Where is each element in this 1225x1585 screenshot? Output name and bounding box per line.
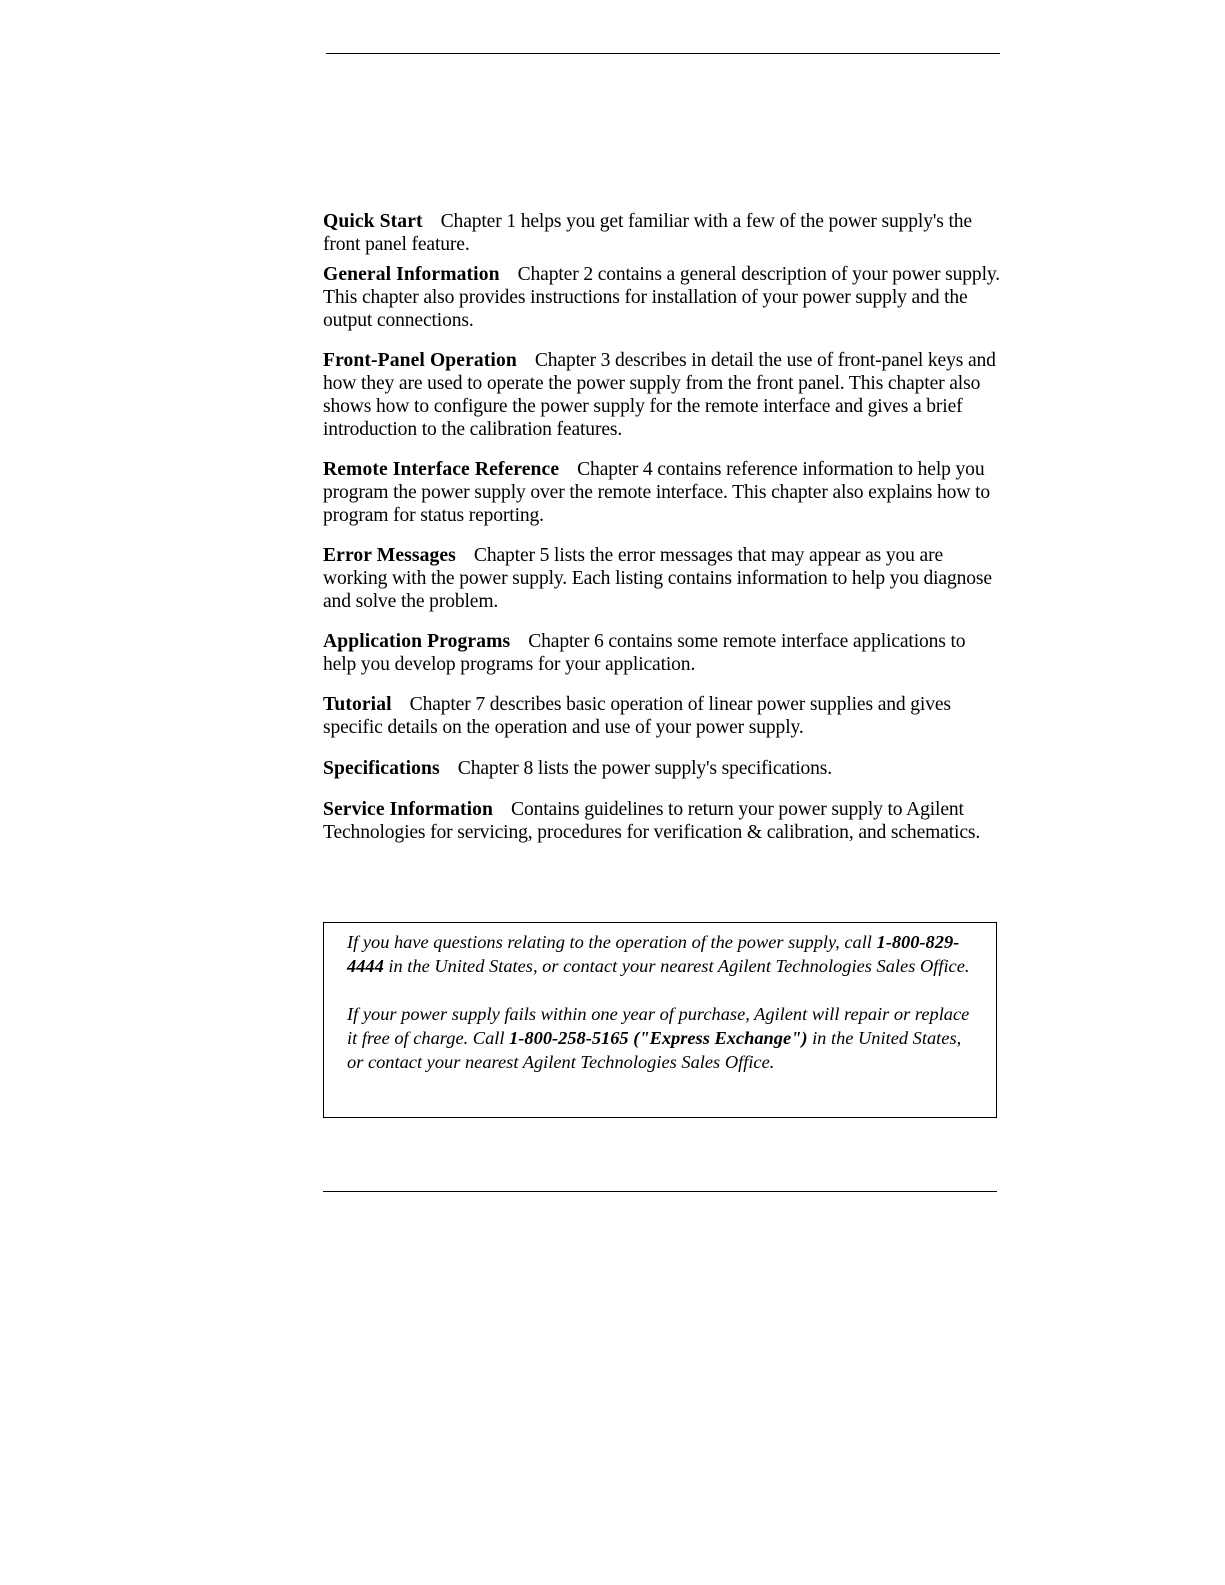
section-text: Chapter 3 describes in detail the use of front-panel keys and how they are used to operate the power supply from the front panel. This chapter also shows how to configure the power supply for the remote interface and gives a brief introduction to the calibration features. — [323, 350, 996, 440]
section-title: Specifications — [323, 758, 440, 779]
section-title: Error Messages — [323, 545, 456, 566]
support-notice-box — [323, 922, 997, 1118]
section-text: Chapter 5 lists the error messages that may appear as you are working with the power supply. Each listing contains information to help you diagnose and solve the problem. — [323, 545, 992, 612]
chapter-overview — [323, 210, 1001, 844]
section-remote-interface-reference — [323, 458, 1001, 527]
section-title: General Information — [323, 264, 500, 285]
section-front-panel-operation — [323, 349, 1001, 441]
top-rule — [326, 53, 1000, 54]
express-exchange-label: ("Express Exchange") — [633, 1028, 808, 1048]
section-title: Quick Start — [323, 211, 423, 232]
section-specifications — [323, 757, 1001, 780]
notice-warranty-paragraph — [347, 1002, 982, 1074]
section-title: Application Programs — [323, 631, 511, 652]
section-application-programs — [323, 630, 1001, 676]
section-service-information — [323, 798, 1001, 844]
section-title: Service Information — [323, 799, 494, 820]
section-text: Chapter 6 contains some remote interface applications to help you develop programs for your application. — [323, 631, 966, 675]
section-general-information — [323, 263, 1001, 332]
notice-text: If your power supply fails within one year of purchase, Agilent will repair or replace it free of charge. Call — [347, 1004, 970, 1048]
section-title: Remote Interface Reference — [323, 459, 560, 480]
notice-text: in the United States, or contact your nearest Agilent Technologies Sales Office. — [388, 956, 970, 976]
notice-text: in the United States, or contact your nearest Agilent Technologies Sales Office. — [347, 1028, 962, 1072]
section-quick-start — [323, 210, 1001, 256]
notice-questions-paragraph — [347, 930, 982, 978]
section-text: Chapter 8 lists the power supply's specifications. — [457, 758, 833, 779]
notice-text: If you have questions relating to the operation of the power supply, call — [347, 932, 872, 952]
section-text: Chapter 7 describes basic operation of linear power supplies and gives specific details on the operation and use of your power supply. — [323, 694, 951, 738]
section-text: Chapter 1 helps you get familiar with a few of the power supply's the front panel feature. — [323, 211, 972, 255]
section-title: Front-Panel Operation — [323, 350, 517, 371]
section-text: Chapter 4 contains reference information to help you program the power supply over the remote interface. This chapter also explains how to program for status reporting. — [323, 459, 991, 526]
section-text: Contains guidelines to return your power supply to Agilent Technologies for servicing, procedures for verification & calibration, and schematics. — [323, 799, 981, 843]
section-tutorial — [323, 693, 1001, 739]
section-text: Chapter 2 contains a general description of your power supply. This chapter also provides instructions for installation of your power supply and the output connections. — [323, 264, 1000, 331]
section-error-messages — [323, 544, 1001, 613]
bottom-rule — [323, 1191, 997, 1192]
phone-number: 1-800-829-4444 — [347, 932, 960, 976]
section-title: Tutorial — [323, 694, 392, 715]
phone-number: 1-800-258-5165 — [509, 1028, 629, 1048]
